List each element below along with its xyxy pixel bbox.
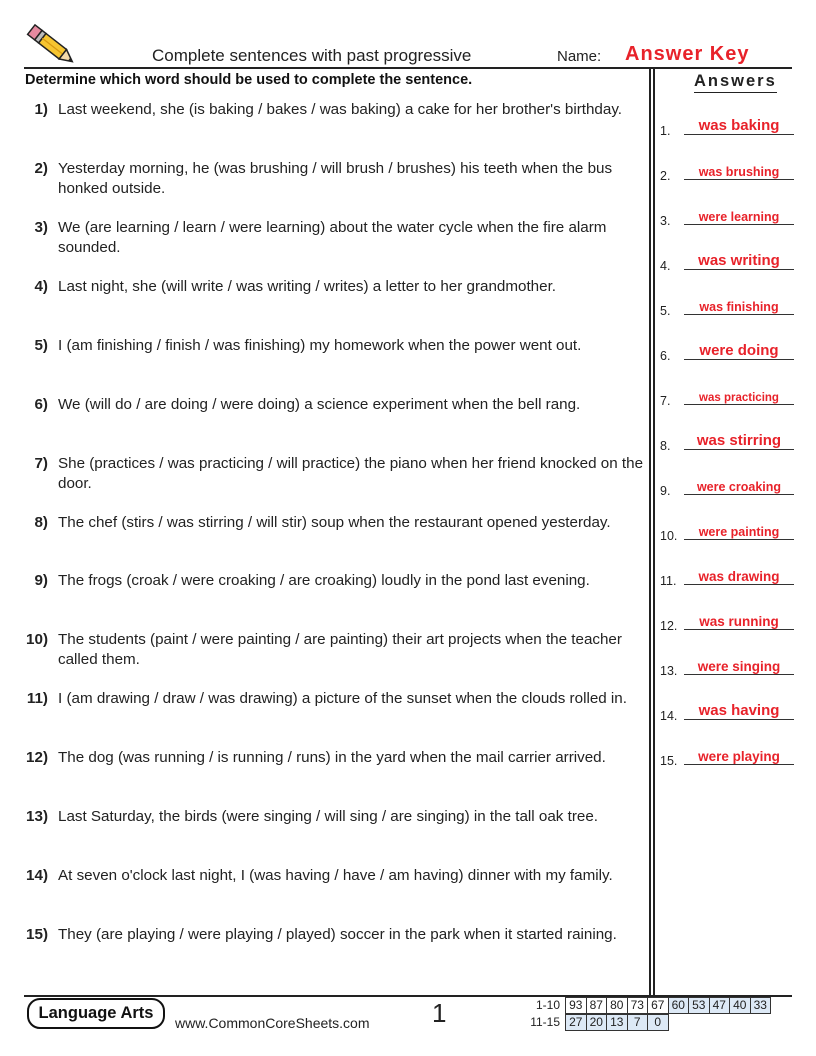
question-number: 2) <box>34 160 48 177</box>
answer-slot <box>660 431 794 453</box>
answer-slot <box>660 746 794 768</box>
answer-slot <box>660 476 794 498</box>
question-number: 11) <box>26 690 48 707</box>
question-text: Yesterday morning, he (was brushing / will brush / brushes) his teeth when the bus honked outside. <box>58 160 613 197</box>
answer-line <box>684 449 794 450</box>
score-cell: 20 <box>586 1014 608 1031</box>
score-cell: 47 <box>709 997 731 1014</box>
answer-slot <box>660 161 794 183</box>
answer-number: 6. <box>660 349 671 363</box>
answer-number: 11. <box>660 574 677 588</box>
answer-value: was finishing <box>699 300 779 314</box>
question-text: Last Saturday, the birds (were singing / will sing / are singing) in the tall oak tree. <box>58 808 598 825</box>
question-text: The frogs (croak / were croaking / are croaking) loudly in the pond last evening. <box>58 572 590 589</box>
page-title: Complete sentences with past progressive <box>152 46 472 65</box>
answer-slot <box>660 386 794 408</box>
answer-number: 9. <box>660 484 671 498</box>
answer-value: were painting <box>698 525 780 539</box>
answer-number: 13. <box>660 664 678 678</box>
question-number: 13) <box>26 808 48 825</box>
question-number: 8) <box>34 514 48 531</box>
answer-line <box>684 134 794 135</box>
answer-line <box>684 629 794 630</box>
question-number: 3) <box>34 219 48 236</box>
header-divider <box>24 67 792 69</box>
question-text: They (are playing / were playing / played) soccer in the park when it started raining. <box>58 926 617 943</box>
answer-value: was running <box>699 614 779 629</box>
question-number: 9) <box>34 572 48 589</box>
score-cell: 67 <box>647 997 669 1014</box>
answer-value: were doing <box>699 342 779 359</box>
answer-slot <box>660 611 794 633</box>
question-number: 4) <box>34 278 48 295</box>
question-text: Last weekend, she (is baking / bakes / was baking) a cake for her brother's birthday. <box>58 101 623 118</box>
answer-number: 8. <box>660 439 671 453</box>
answer-slot <box>660 566 794 588</box>
score-cell: 40 <box>729 997 751 1014</box>
score-cell: 93 <box>565 997 587 1014</box>
answer-line <box>684 224 794 225</box>
score-cell: 7 <box>627 1014 649 1031</box>
instructions: Determine which word should be used to complete the sentence. <box>25 72 473 88</box>
question-text: The students (paint / were painting / are painting) their art projects when the teacher called them. <box>58 631 622 668</box>
answer-slot <box>660 206 794 228</box>
answer-key-label: Answer Key <box>625 43 750 65</box>
answer-slot <box>660 116 794 138</box>
score-cell: 27 <box>565 1014 587 1031</box>
answer-value: was stirring <box>696 432 782 449</box>
answer-line <box>684 584 794 585</box>
score-cell: 13 <box>606 1014 628 1031</box>
score-row-label: 11-15 <box>530 1015 560 1029</box>
answer-number: 2. <box>660 169 671 183</box>
answer-value: was baking <box>698 117 780 134</box>
answer-line <box>684 269 794 270</box>
answer-value: was brushing <box>698 165 780 179</box>
answer-slot <box>660 251 794 273</box>
page-number: 1 <box>432 998 447 1028</box>
question-text: We (will do / are doing / were doing) a science experiment when the bell rang. <box>58 396 581 413</box>
question-number: 10) <box>26 631 48 648</box>
answer-slot <box>660 296 794 318</box>
score-cell: 53 <box>688 997 710 1014</box>
answer-number: 15. <box>660 754 678 768</box>
answer-number: 10. <box>660 529 678 543</box>
answer-value: were learning <box>698 210 780 224</box>
question-number: 5) <box>34 337 48 354</box>
score-row <box>566 1014 669 1031</box>
question-text: Last night, she (will write / was writing / writes) a letter to her grandmother. <box>58 278 557 295</box>
answer-slot <box>660 521 794 543</box>
question-number: 6) <box>34 396 48 413</box>
answer-value: were croaking <box>696 480 782 494</box>
answer-slot <box>660 341 794 363</box>
answer-value: was having <box>698 702 780 719</box>
score-row <box>566 997 771 1014</box>
pencil-icon <box>20 20 82 70</box>
answer-line <box>684 764 794 765</box>
answer-number: 14. <box>660 709 678 723</box>
answer-value: were singing <box>697 659 781 674</box>
question-text: The dog (was running / is running / runs) in the yard when the mail carrier arrived. <box>58 749 606 766</box>
answer-column-divider <box>649 69 651 996</box>
answer-value: was drawing <box>698 569 780 584</box>
question-text: I (am drawing / draw / was drawing) a picture of the sunset when the clouds rolled in. <box>58 690 627 707</box>
question-number: 7) <box>34 455 48 472</box>
score-cell: 87 <box>586 997 608 1014</box>
question-number: 15) <box>26 926 48 943</box>
score-cell: 33 <box>750 997 772 1014</box>
answer-slot <box>660 656 794 678</box>
question-text: I (am finishing / finish / was finishing) my homework when the power went out. <box>58 337 582 354</box>
answer-line <box>684 719 794 720</box>
answer-value: were playing <box>698 749 780 764</box>
answer-line <box>684 674 794 675</box>
answer-number: 7. <box>660 394 671 408</box>
score-cell: 80 <box>606 997 628 1014</box>
answer-value: was writing <box>698 252 780 269</box>
answer-line <box>684 539 794 540</box>
answer-number: 4. <box>660 259 671 273</box>
answer-line <box>684 494 794 495</box>
score-row-label: 1-10 <box>535 998 560 1012</box>
answers-heading: Answers <box>694 72 777 93</box>
question-text: We (are learning / learn / were learning) about the water cycle when the fire alarm sounded. <box>58 219 607 256</box>
question-text: At seven o'clock last night, I (was having / have / am having) dinner with my family. <box>58 867 613 884</box>
answer-number: 3. <box>660 214 671 228</box>
question-number: 12) <box>26 749 48 766</box>
brand-badge: Language Arts <box>27 998 165 1029</box>
score-cell: 73 <box>627 997 649 1014</box>
question-text: She (practices / was practicing / will practice) the piano when her friend knocked on the door. <box>58 455 644 492</box>
answer-column-divider <box>653 69 655 996</box>
answer-slot <box>660 701 794 723</box>
answer-number: 1. <box>660 124 671 138</box>
site-url: www.CommonCoreSheets.com <box>175 1015 370 1031</box>
answer-line <box>684 404 794 405</box>
question-number: 1) <box>34 101 48 118</box>
score-cell: 0 <box>647 1014 669 1031</box>
answer-line <box>684 314 794 315</box>
answer-number: 12. <box>660 619 678 633</box>
question-text: The chef (stirs / was stirring / will stir) soup when the restaurant opened yesterday. <box>58 514 611 531</box>
score-cell: 60 <box>668 997 690 1014</box>
question-number: 14) <box>26 867 48 884</box>
answer-line <box>684 359 794 360</box>
name-label: Name: <box>557 48 602 65</box>
answer-line <box>684 179 794 180</box>
answer-number: 5. <box>660 304 671 318</box>
answer-value: was practicing <box>699 392 779 404</box>
